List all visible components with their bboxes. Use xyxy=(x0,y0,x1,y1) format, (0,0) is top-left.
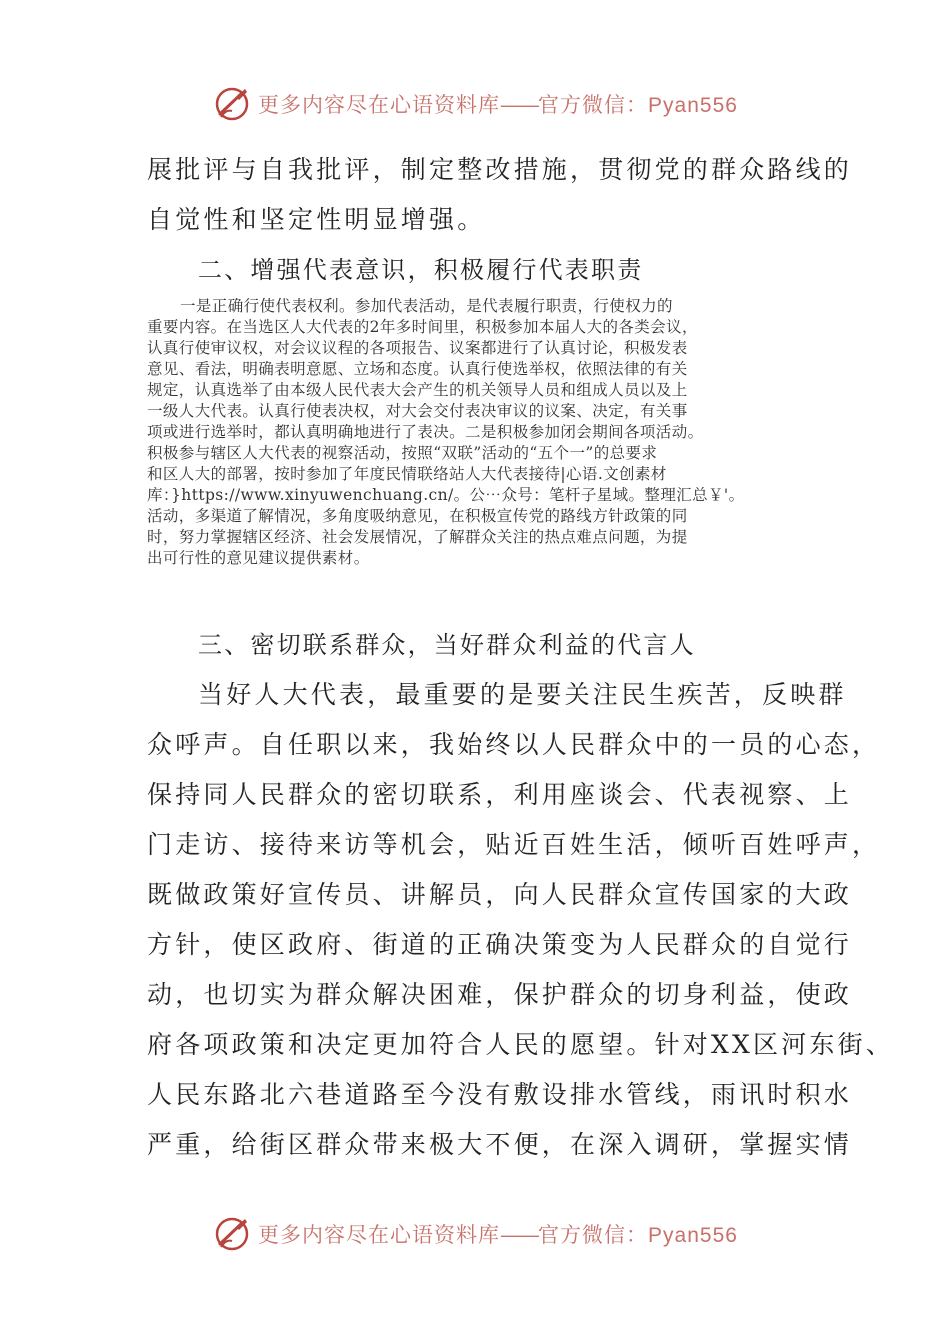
section-heading-3: 三、密切联系群众，当好群众利益的代言人 xyxy=(198,631,696,659)
section2-paragraph xyxy=(147,296,807,569)
body-line: 府各项政策和决定更加符合人民的愿望。针对XX区河东街、 xyxy=(147,1030,894,1059)
body-line: 动，也切实为群众解决困难，保护群众的切身利益，使政 xyxy=(147,980,853,1009)
paragraph-line: 意见、看法，明确表明意愿、立场和态度。认真行使选举权，依照法律的有关 xyxy=(147,360,688,378)
paragraph-line: 积极参与辖区人大代表的视察活动，按照“双联”活动的“五个一”的总要求 xyxy=(147,444,658,462)
body-line: 严重，给街区群众带来极大不便，在深入调研，掌握实情 xyxy=(147,1130,853,1159)
footer-banner xyxy=(0,1212,950,1256)
pen-logo-icon xyxy=(212,84,252,124)
paragraph-line: 活动，多渠道了解情况，多角度吸纳意见，在积极宣传党的路线方针政策的同 xyxy=(147,507,688,525)
body-line: 众呼声。自任职以来，我始终以人民群众中的一员的心态， xyxy=(147,730,881,759)
banner-text xyxy=(258,89,738,119)
header-banner xyxy=(0,82,950,126)
body-line: 既做政策好宣传员、讲解员，向人民群众宣传国家的大政 xyxy=(147,880,853,909)
body-line: 方针，使区政府、街道的正确决策变为人民群众的自觉行 xyxy=(147,930,853,959)
banner-dash: —— xyxy=(500,93,539,117)
body-line: 门走访、接待来访等机会，贴近百姓生活，倾听百姓呼声， xyxy=(147,830,881,859)
pen-logo-icon xyxy=(212,1214,252,1254)
paragraph-line: 一是正确行使代表权利。参加代表活动，是代表履行职责，行使权力的 xyxy=(180,297,673,315)
section-heading-2: 二、增强代表意识，积极履行代表职责 xyxy=(198,256,644,284)
body-line: 展批评与自我批评，制定整改措施，贯彻党的群众路线的 xyxy=(147,155,853,184)
banner-dash: —— xyxy=(500,1223,539,1247)
body-line: 人民东路北六巷道路至今没有敷设排水管线，雨讯时积水 xyxy=(147,1080,853,1109)
body-line: 自觉性和坚定性明显增强。 xyxy=(147,205,486,234)
paragraph-line: 一级人大代表。认真行使表决权，对大会交付表决审议的议案、决定，有关事 xyxy=(147,402,688,420)
banner-text xyxy=(258,1219,738,1249)
paragraph-line: 时，努力掌握辖区经济、社会发展情况，了解群众关注的热点难点问题，为提 xyxy=(147,528,688,546)
paragraph-line: 规定，认真选举了由本级人民代表大会产生的机关领导人员和组成人员以及上 xyxy=(147,381,688,399)
banner-wechat-label: 官方微信： xyxy=(538,93,649,117)
banner-wechat-id: Pyan556 xyxy=(648,94,738,117)
banner-title: 更多内容尽在心语资料库 xyxy=(258,93,501,117)
paragraph-line: 和区人大的部署，按时参加了年度民情联络站人大代表接待|心语.文创素材 xyxy=(147,465,667,483)
body-line: 保持同人民群众的密切联系，利用座谈会、代表视察、上 xyxy=(147,780,853,809)
banner-wechat-label: 官方微信： xyxy=(538,1223,649,1247)
banner-wechat-id: Pyan556 xyxy=(648,1224,738,1247)
banner-title: 更多内容尽在心语资料库 xyxy=(258,1223,501,1247)
body-line: 当好人大代表，最重要的是要关注民生疾苦，反映群 xyxy=(198,680,847,709)
paragraph-line: 认真行使审议权，对会议议程的各项报告、议案都进行了认真讨论，积极发表 xyxy=(147,339,688,357)
paragraph-line: 重要内容。在当选区人大代表的2年多时间里，积极参加本届人大的各类会议， xyxy=(147,318,698,336)
paragraph-line: 库：}https://www.xinyuwenchuang.cn/。公⋯众号：笔杆子星域。整理汇总￥'。 xyxy=(147,486,745,504)
paragraph-line: 出可行性的意见建议提供素材。 xyxy=(147,549,370,567)
paragraph-line: 项或进行选举时，都认真明确地进行了表决。二是积极参加闭会期间各项活动。 xyxy=(147,423,704,441)
